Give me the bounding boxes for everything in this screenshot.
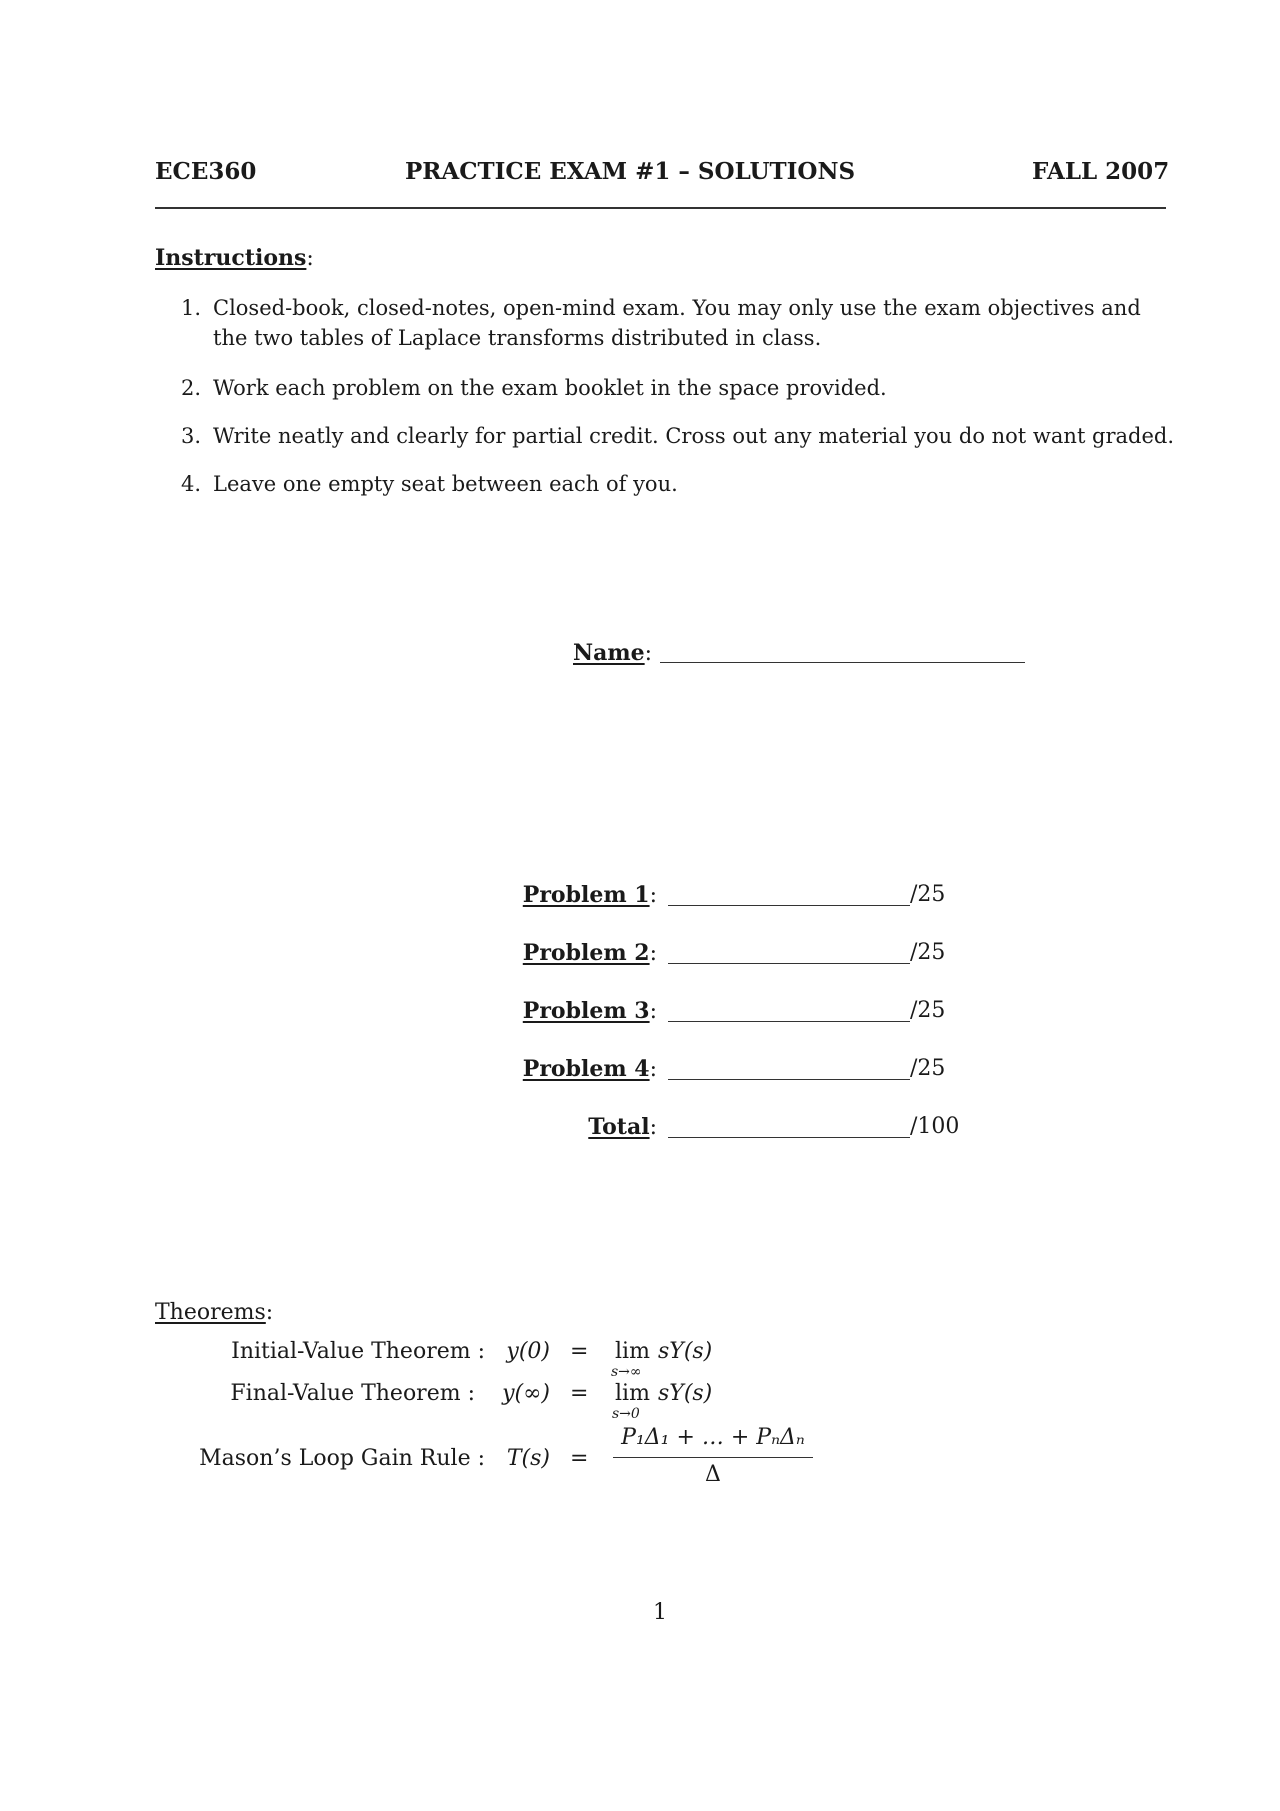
name-field[interactable] [660,636,1025,664]
theorems-heading: Theorems: [155,1300,274,1325]
instructions-heading: Instructions: [155,245,314,271]
header-rule [155,207,1166,209]
final-value-lhs: y(∞) [502,1381,550,1406]
final-value-rhs: sY(s) [658,1381,713,1406]
mason-lhs: T(s) [506,1446,550,1471]
exam-title: PRACTICE EXAM #1 – SOLUTIONS [405,158,856,185]
score-underline-problem-4 [668,1079,910,1080]
initial-value-rhs: sY(s) [658,1339,713,1364]
score-field-problem-3[interactable] [668,996,910,1024]
initial-value-lim: lim [615,1339,650,1364]
score-underline-problem-2 [668,963,910,964]
initial-value-lhs: y(0) [506,1339,550,1364]
initial-value-theorem-name: Initial-Value Theorem : [231,1339,485,1364]
score-label-problem-2: Problem 2: [522,940,657,966]
mason-rule-name: Mason’s Loop Gain Rule : [199,1446,485,1471]
score-underline-problem-1 [668,905,910,906]
course-code: ECE360 [155,158,257,185]
initial-value-equals: = [570,1339,589,1364]
score-label-total: Total: [588,1114,657,1140]
page-number: 1 [653,1600,667,1625]
final-value-equals: = [570,1381,589,1406]
mason-denominator: Δ [705,1462,721,1487]
score-underline-problem-3 [668,1021,910,1022]
score-max-problem-3: /25 [910,998,946,1023]
final-value-lim: lim [615,1381,650,1406]
score-max-total: /100 [910,1114,960,1139]
name-underline [660,662,1025,663]
mason-fraction-bar [613,1457,813,1458]
score-field-total[interactable] [668,1112,910,1140]
final-value-lim-subscript: s→0 [612,1406,640,1422]
final-value-theorem-name: Final-Value Theorem : [230,1381,475,1406]
score-field-problem-1[interactable] [668,880,910,908]
mason-numerator: P₁Δ₁ + … + PₙΔₙ [621,1425,805,1450]
score-field-problem-4[interactable] [668,1054,910,1082]
score-label-problem-1: Problem 1: [522,882,657,908]
score-label-problem-4: Problem 4: [522,1056,657,1082]
initial-value-lim-subscript: s→∞ [611,1364,642,1380]
score-label-problem-3: Problem 3: [522,998,657,1024]
score-max-problem-4: /25 [910,1056,946,1081]
score-max-problem-2: /25 [910,940,946,965]
mason-equals: = [570,1446,589,1471]
score-field-problem-2[interactable] [668,938,910,966]
score-underline-total [668,1137,910,1138]
name-label: Name: [573,640,653,666]
exam-term: FALL 2007 [1032,158,1170,185]
instruction-item-1: 1. Closed-book, closed-notes, open-mind exam. You may only use the exam objectives and the two tables of Laplace transforms distributed in class. [181,296,1141,350]
score-max-problem-1: /25 [910,882,946,907]
